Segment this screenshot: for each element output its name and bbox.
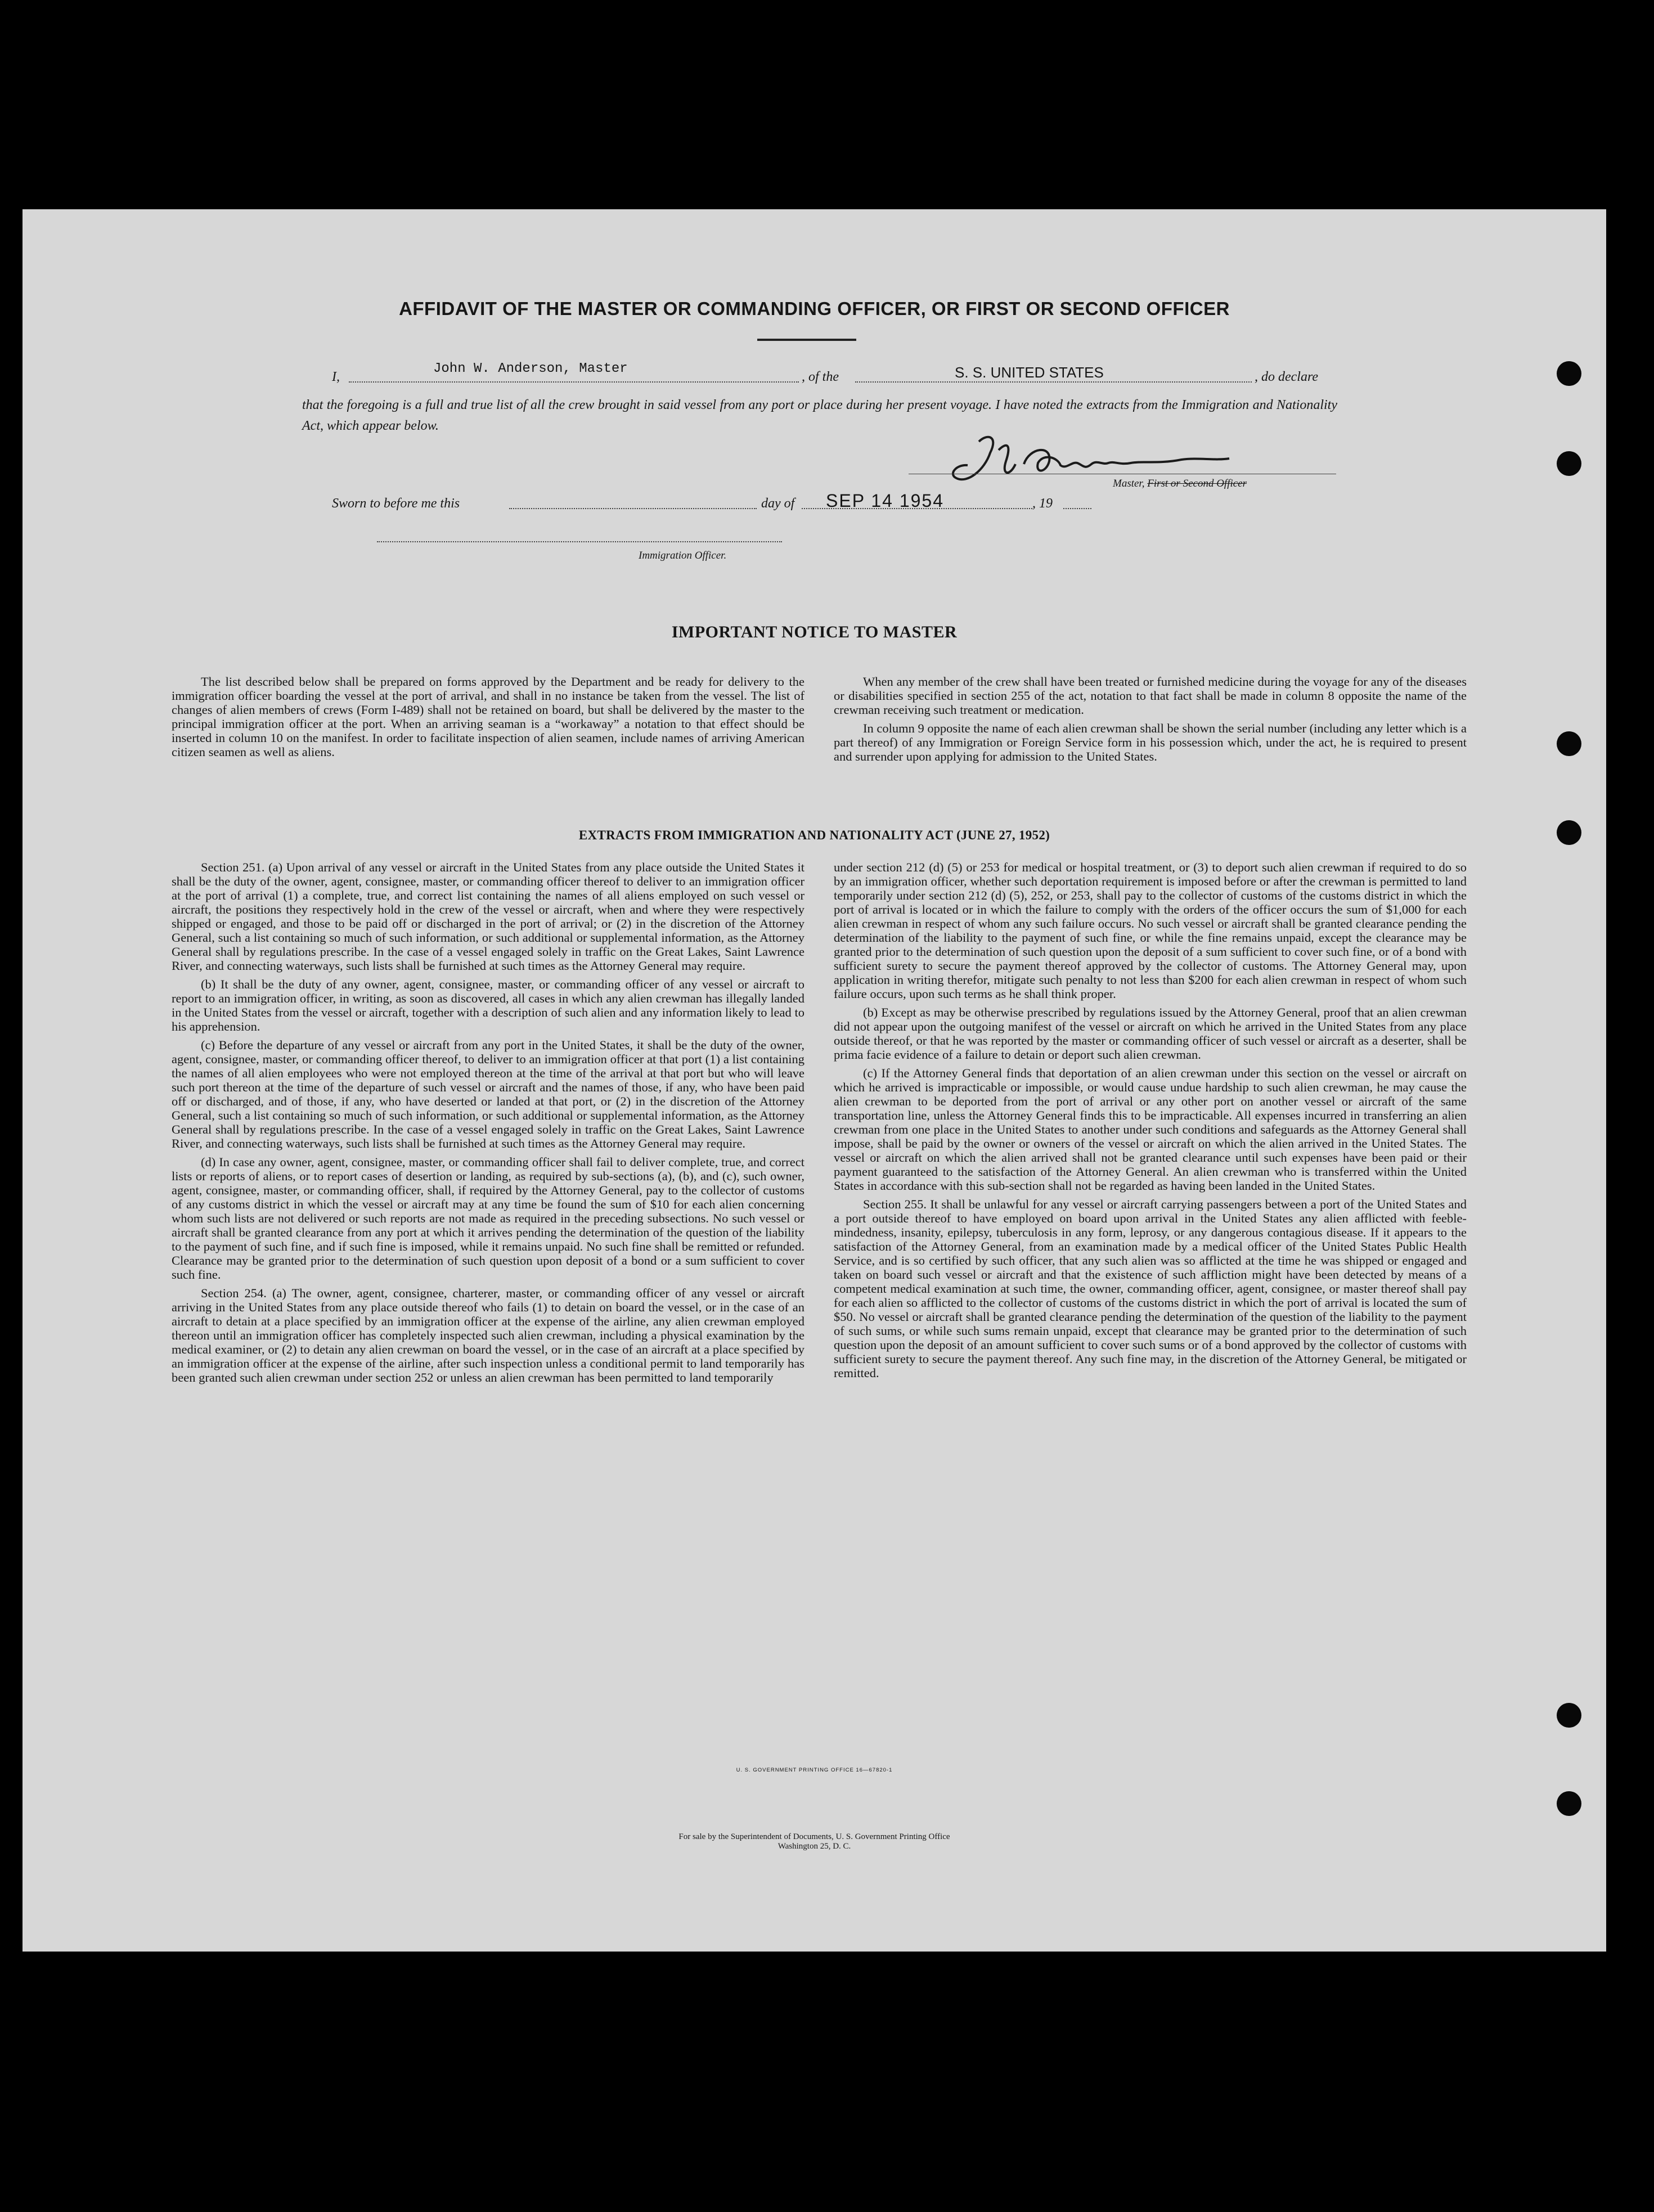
declaration-text: that the foregoing is a full and true list of all the crew brought in said vessel from any port or place during her present voyage. I have noted the extracts from the Immigration and Nationality Act, which appear below. (302, 398, 1337, 433)
extract-paragraph: (c) If the Attorney General finds that deportation of an alien crewman under this section on the vessel or aircraft on which he arrived is impracticable or impossible, or would cause undue hardship to such alien crewman, he may cause the alien crewman to be deported from the port of arrival or any other port on another vessel or aircraft of the same transportation line, unless the Attorney General finds this to be impracticable. All expenses incurred in transferring an alien crewman from one place in the United States to another under such conditions and safeguards as the Attorney General shall impose, shall be paid by the owner or owners of the vessel or aircraft on which the alien arrived in the United States. The vessel or aircraft on which the alien arrived shall not be granted clearance until such expenses have been paid or their payment guaranteed to the satisfaction of the Attorney General. An alien crewman who is transferred within the United States in accordance with this sub-section shall not be regarded as having been landed in the United States. (834, 1066, 1467, 1193)
vessel-name-field: S. S. UNITED STATES (955, 364, 1104, 381)
extract-paragraph: (d) In case any owner, agent, consignee, master, or commanding officer shall fail to deliver complete, true, and correct lists or reports of aliens, or to report cases of desertion or landing, as required by sub-sections (a), (b), and (c), such owner, agent, consignee, master, or commanding officer, shall, if required by the Attorney General, pay to the collector of customs of any customs district in which the vessel or aircraft may at any time be found the sum of $10 for each alien concerning whom such lists are not delivered or such reports are not made as required in the preceding subsections. No such vessel or aircraft shall be granted clearance from any port at which it arrives pending the determination of the question of the liability to the payment of such fine, and if such fine is imposed, while it remains unpaid. No such fine shall be remitted or refunded. Clearance may be granted prior to the determination of such question upon deposit of a bond or a sum sufficient to cover such fine. (172, 1155, 804, 1282)
notice-left-column (172, 675, 804, 763)
vessel-line (855, 381, 1252, 383)
master-name-field: John W. Anderson, Master (433, 361, 628, 376)
year-label: , 19 (1032, 496, 1053, 511)
day-of-label: day of (761, 496, 795, 511)
extract-paragraph: (b) It shall be the duty of any owner, agent, consignee, master, or commanding officer of any vessel or aircraft to report to an immigration officer, in writing, as soon as discovered, all cases in which any alien crewman has illegally landed in the United States from the vessel or aircraft, together with a description of such alien and any information likely to lead to his apprehension. (172, 977, 804, 1033)
sworn-day-line (509, 508, 757, 509)
sale-notice (23, 1832, 1606, 1851)
immigration-officer-label: Immigration Officer. (639, 550, 727, 561)
sworn-label: Sworn to before me this (332, 496, 460, 511)
notice-paragraph: When any member of the crew shall have been treated or furnished medicine during the voyage for any of the diseases or disabilities specified in section 255 of the act, notation to that fact shall be made in column 8 opposite the name of the crewman receiving such treatment or medication. (834, 675, 1467, 717)
do-declare-label: , do declare (1255, 370, 1319, 384)
year-line (1063, 508, 1091, 509)
date-stamp: SEP 14 1954 (826, 491, 945, 511)
affidavit-title: AFFIDAVIT OF THE MASTER OR COMMANDING OFFICER, OR FIRST OR SECOND OFFICER (399, 298, 1230, 319)
gpo-imprint: U. S. GOVERNMENT PRINTING OFFICE 16—67820-1 (736, 1767, 893, 1773)
extract-paragraph: under section 212 (d) (5) or 253 for medical or hospital treatment, or (3) to deport such alien crewman if required to do so by an immigration officer, whether such deportation requirement is imposed before or after the crewman is permitted to land temporarily under section 212 (d) (5), 252, or 253, shall pay to the collector of customs of the customs district in which the port of arrival is located or in which the failure to comply with the orders of the officer occurs the sum of $1,000 for each alien crewman in respect of whom any such failure occurs. No such vessel or aircraft shall be granted clearance pending the determination of the liability to the payment of such fine, or while the fine remains unpaid, except the clearance may be granted prior to the determination of such question upon the deposit of a sum sufficient to cover such fine, or of a bond with sufficient surety to secure the payment thereof approved by the collector of customs. The Attorney General may, upon application in writing therefor, mitigate such penalty to not less than $200 for each alien crewman in respect of whom such failure occurs, upon such terms as he shall think proper. (834, 860, 1467, 1001)
extract-paragraph: Section 251. (a) Upon arrival of any vessel or aircraft in the United States from any place outside the United States it shall be the duty of the owner, agent, consignee, master, or commanding officer thereof to deliver to an immigration officer at the port of arrival (1) a complete, true, and correct list containing the names of all aliens employed on such vessel or aircraft, the positions they respectively hold in the crew of the vessel or aircraft, when and where they were respectively shipped or engaged, and those to be paid off or discharged in the port of arrival; or (2) in the discretion of the Attorney General, such a list containing so much of such information, or such additional or supplemental information, as the Attorney General shall by regulations prescribe. In the case of a vessel engaged solely in traffic on the Great Lakes, Saint Lawrence River, and connecting waterways, such lists shall be furnished at such times as the Attorney General may require. (172, 860, 804, 973)
notice-paragraph: The list described below shall be prepared on forms approved by the Department and be ready for delivery to the immigration officer boarding the vessel at the port of arrival, and shall in no instance be taken from the vessel. The list of changes of alien members of crews (Form I-489) shall not be retained on board, but shall be delivered by the master to the principal immigration officer at the port. When an arriving seaman is a “workaway” a notation to that effect should be inserted in column 10 on the manifest. In order to facilitate inspection of alien seamen, include names of arriving American citizen seamen as well as aliens. (172, 675, 804, 759)
first-second-officer-struck: First or Second Officer (1147, 478, 1247, 489)
signatory-title (1113, 478, 1247, 490)
name-line (349, 381, 799, 383)
i-label: I, (332, 370, 340, 384)
extracts-title: EXTRACTS FROM IMMIGRATION AND NATIONALITY ACT (JUNE 27, 1952) (578, 828, 1050, 842)
extracts-left-column (172, 860, 804, 1389)
extract-paragraph: (b) Except as may be otherwise prescribed by regulations issued by the Attorney General, proof that an alien crewman did not appear upon the outgoing manifest of the vessel or aircraft on which he arrived in the United States from any place outside thereof, or that he was reported by the master or commanding officer of such vessel or aircraft as a deserter, shall be prima facie evidence of a failure to detain or deport such alien crewman. (834, 1005, 1467, 1062)
sale-line-2: Washington 25, D. C. (777, 1842, 851, 1851)
notice-paragraph: In column 9 opposite the name of each alien crewman shall be shown the serial number (including any letter which is a part thereof) of any Immigration or Foreign Service form in his possession which, under the act, he is required to present and surrender upon applying for admission to the United States. (834, 721, 1467, 763)
affidavit-document (23, 209, 1606, 1952)
of-the-label: , of the (802, 370, 839, 384)
notice-title: IMPORTANT NOTICE TO MASTER (671, 623, 958, 641)
master-label: Master, (1113, 478, 1145, 489)
title-rule (757, 339, 856, 341)
immigration-officer-line (377, 541, 782, 542)
notice-right-column (834, 675, 1467, 768)
sale-line-1: For sale by the Superintendent of Documents, U. S. Government Printing Office (678, 1832, 950, 1841)
form-sheet (23, 209, 1606, 1952)
extract-paragraph: Section 255. It shall be unlawful for any vessel or aircraft carrying passengers between a port of the United States and a port outside thereof to have employed on board upon arrival in the United States any alien afflicted with feeble-mindedness, insanity, epilepsy, tuberculosis in any form, leprosy, or any dangerous contagious disease. If it appears to the satisfaction of the Attorney General, from an examination made by a medical officer of the United States Public Health Service, and is so certified by such officer, that any such alien was so afflicted at the time he was shipped or engaged and taken on board such vessel or aircraft and that the existence of such affliction might have been detected by means of a competent medical examination at such time, the owner, commanding officer, agent, consignee, or master thereof shall pay for each alien so afflicted to the collector of customs of the customs district in which the port of arrival is located the sum of $50. No vessel or aircraft shall be granted clearance pending the determination of the question of the liability to the payment of such sums, or while such sums remain unpaid, except that clearance may be granted prior to the determination of such question upon the deposit of an amount sufficient to cover such sums or of a bond approved by the collector of customs with sufficient surety to secure the payment thereof. Any such fine may, in the discretion of the Attorney General, be mitigated or remitted. (834, 1197, 1467, 1380)
extracts-right-column (834, 860, 1467, 1384)
extract-paragraph: (c) Before the departure of any vessel or aircraft from any port in the United States, it shall be the duty of the owner, agent, consignee, master, or commanding officer thereof, to deliver to an immigration officer at that port (1) a list containing the names of all alien employees who were not employed thereon at the time of the arrival at that port but who will leave such port thereon at the time of the departure of such vessel or aircraft and the names of those, if any, who have been paid off or discharged, and of those, if any, who have deserted or landed at that port, or (2) in the discretion of the Attorney General, such a list containing so much of such information, or such additional or supplemental information, as the Attorney General shall by regulations prescribe. In the case of a vessel engaged solely in traffic on the Great Lakes, Saint Lawrence River, and connecting waterways, such lists shall be furnished at such times as the Attorney General may require. (172, 1038, 804, 1150)
extract-paragraph: Section 254. (a) The owner, agent, consignee, charterer, master, or commanding officer of any vessel or aircraft arriving in the United States from any place outside thereof who fails (1) to detain on board the vessel, or in the case of an aircraft to detain at a place specified by an immigration officer at the expense of the airline, any alien crewman employed thereon until an immigration officer has completely inspected such alien crewman, including a physical examination by the medical examiner, or (2) to detain any alien crewman on board the vessel, or in the case of an aircraft at a place specified by an immigration officer at the expense of the airline, after such inspection unless a conditional permit to land temporarily has been granted such alien crewman under section 252 or unless an alien crewman has been permitted to land temporarily (172, 1286, 804, 1384)
